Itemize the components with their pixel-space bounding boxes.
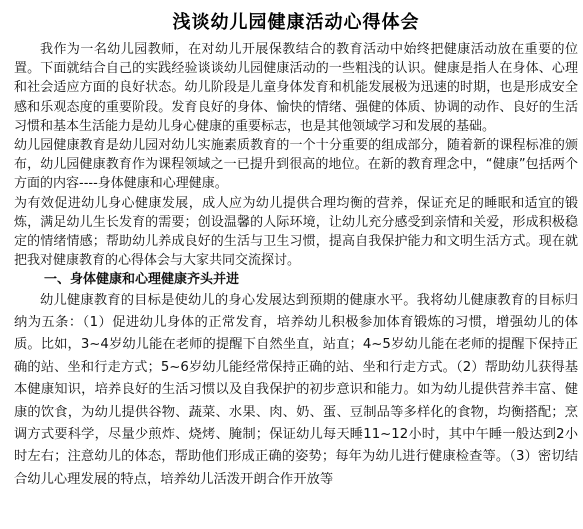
intro-paragraph: 我作为一名幼儿园教师，在对幼儿开展保教结合的教育活动中始终把健康活动放在重要的位置。下面就结合自己的实践经验谈谈幼儿园健康活动的一些粗浅的认识。健康是指人在身体、心理和社会适应方面的良好状态。幼儿阶段是儿童身体发育和机能发展极为迅速的时期，也是形成安全感和乐观态度的重要阶段。发育良好的身体、愉快的情绪、强健的体质、协调的动作、良好的生活习惯和基本生活能力是幼儿身心健康的重要标志，也是其他领域学习和发展的基础。 <box>14 42 578 134</box>
curriculum-paragraph: 幼儿园健康教育是幼儿园对幼儿实施素质教育的一个十分重要的组成部分，随着新的课程标准的颁布，幼儿园健康教育作为课程领域之一已提升到很高的地位。在新的教育理念中，“健康”包括两个方面的内容----身体健康和心理健康。 <box>14 138 578 192</box>
document-title: 浅谈幼儿园健康活动心得体会 <box>172 12 420 33</box>
section-body-paragraph: 幼儿健康教育的目标是使幼儿的身心发展达到预期的健康水平。我将幼儿健康教育的目标归纳为五条：（1）促进幼儿身体的正常发育，培养幼儿积极参加体育锻炼的习惯，增强幼儿的体质。比如，3~4岁幼儿能在老师的提醒下自然坐直，站直；4~5岁幼儿能在老师的提醒下保持正确的站、坐和行走方式；5~6岁幼儿能经常保持正确的站、坐和行走方式。（2）帮助幼儿获得基本健康知识，培养良好的生活习惯以及自我保护的初步意识和能力。如为幼儿提供营养丰富、健康的饮食，为幼儿提供谷物、蔬菜、水果、肉、奶、蛋、豆制品等多样化的食物，均衡搭配；烹调方式要科学，尽量少煎炸、烧烤、腌制；保证幼儿每天睡11~12小时，其中午睡一般达到2小时左右；注意幼儿的体态，帮助他们形成正确的姿势；每年为幼儿进行健康检查等。（3）密切结合幼儿心理发展的特点，培养幼儿活泼开朗合作开放等 <box>14 292 578 487</box>
guidance-paragraph: 为有效促进幼儿身心健康发展，成人应为幼儿提供合理均衡的营养，保证充足的睡眠和适宜的锻炼，满足幼儿生长发育的需要；创设温馨的人际环境，让幼儿充分感受到亲情和关爱，形成积极稳定的情绪情感；帮助幼儿养成良好的生活与卫生习惯，提高自我保护能力和文明生活方式。现在就把我对健康教育的心得体会与大家共同交流探讨。 <box>14 195 578 269</box>
section-heading: 一、身体健康和心理健康齐头并进 <box>44 272 240 288</box>
